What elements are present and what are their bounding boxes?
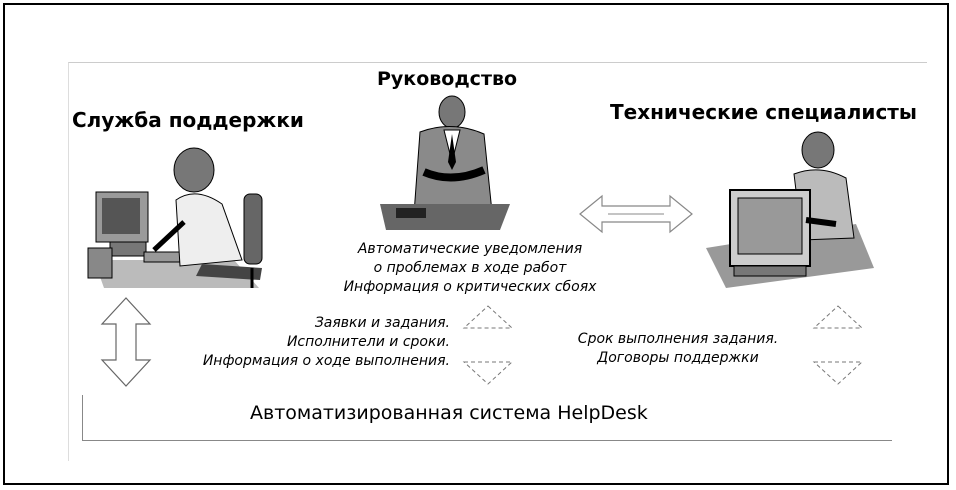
technicians-down-arrow xyxy=(812,360,864,386)
management-technicians-double-arrow xyxy=(578,194,694,234)
management-note-line: Информация о критических сбоях xyxy=(343,279,597,295)
management-note-line: Автоматические уведомления xyxy=(357,241,583,257)
management-notes xyxy=(300,240,640,297)
technician-illustration xyxy=(706,128,876,288)
system-baseline xyxy=(82,440,892,441)
role-management-heading: Руководство xyxy=(377,68,518,90)
system-label: Автоматизированная система HelpDesk xyxy=(250,402,648,424)
support-note-line: Исполнители и сроки. xyxy=(286,334,450,350)
manager-illustration xyxy=(380,92,510,230)
role-support-heading: Служба поддержки xyxy=(72,108,304,132)
support-note-line: Заявки и задания. xyxy=(314,315,450,331)
system-bracket-left xyxy=(82,395,83,441)
management-up-arrow xyxy=(462,304,514,330)
management-down-arrow xyxy=(462,360,514,386)
support-note-line: Информация о ходе выполнения. xyxy=(202,353,450,369)
support-clerk-illustration xyxy=(84,140,280,290)
role-technicians-heading: Технические специалисты xyxy=(610,100,917,124)
technicians-notes xyxy=(548,330,808,368)
technicians-note-line: Срок выполнения задания. xyxy=(577,331,779,347)
technicians-note-line: Договоры поддержки xyxy=(597,350,759,366)
support-notes xyxy=(140,314,450,371)
management-note-line: о проблемах в ходе работ xyxy=(373,260,567,276)
technicians-up-arrow xyxy=(812,304,864,330)
